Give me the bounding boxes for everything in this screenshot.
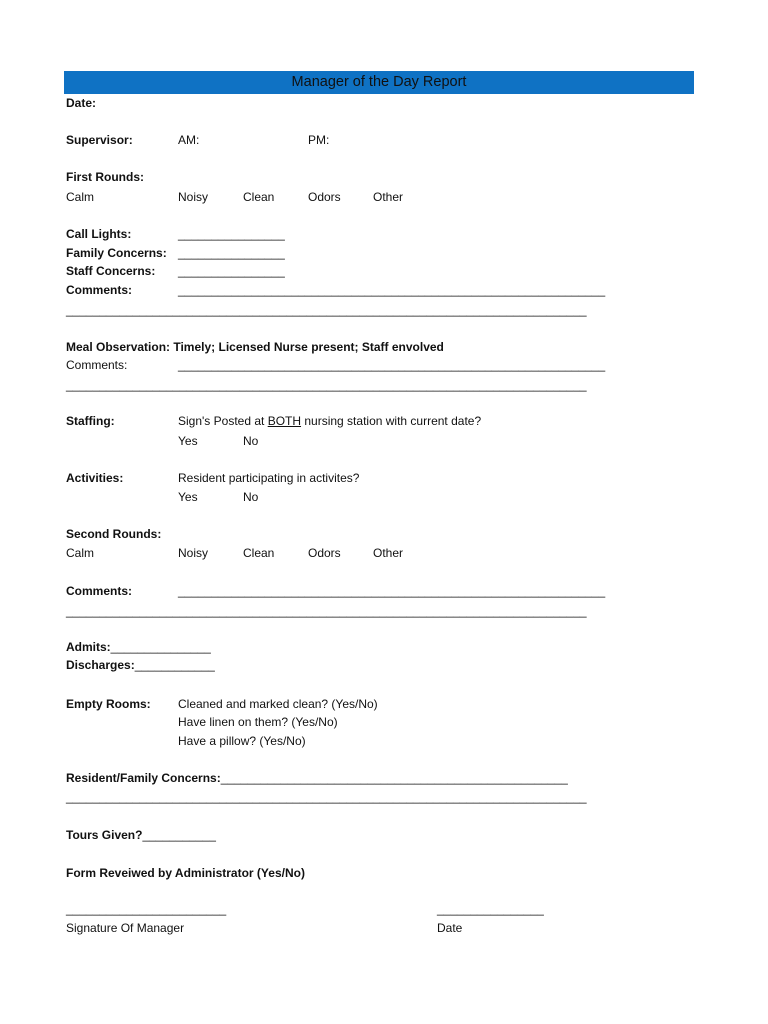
second-rounds-option-other: Other xyxy=(373,546,404,560)
staffing-label: Staffing: xyxy=(66,414,115,428)
date-label: Date: xyxy=(66,96,97,110)
comments-line: ________________________________________________________________ xyxy=(178,283,606,297)
activities-yes: Yes xyxy=(178,490,198,504)
supervisor-pm-label: PM: xyxy=(308,133,330,147)
discharges-field xyxy=(66,657,215,673)
supervisor-am-label: AM: xyxy=(178,133,200,147)
discharges-label: Discharges: xyxy=(66,658,135,672)
family-concerns-label: Family Concerns: xyxy=(66,246,167,260)
date-signature-line: ________________ xyxy=(437,902,544,916)
activities-question: Resident participating in activites? xyxy=(178,471,360,485)
resident-family-concerns-line: ______________________________________________________________________________ xyxy=(66,790,587,804)
tours-given-blank: ___________ xyxy=(142,828,216,842)
form-reviewed-label: Form Reveiwed by Administrator (Yes/No) xyxy=(66,866,305,880)
call-lights-label: Call Lights: xyxy=(66,227,132,241)
first-rounds-label: First Rounds: xyxy=(66,170,144,184)
second-rounds-option-calm: Calm xyxy=(66,546,95,560)
staffing-no: No xyxy=(243,434,259,448)
date-signature-label: Date xyxy=(437,921,463,935)
family-concerns-blank: ________________ xyxy=(178,246,285,260)
admits-blank: _______________ xyxy=(110,640,211,654)
comments-label: Comments: xyxy=(66,584,133,598)
first-rounds-option-clean: Clean xyxy=(243,190,275,204)
second-rounds-option-odors: Odors xyxy=(308,546,341,560)
admits-label: Admits: xyxy=(66,640,111,654)
admits-field xyxy=(66,639,211,655)
signature-label: Signature Of Manager xyxy=(66,921,185,935)
second-rounds-label: Second Rounds: xyxy=(66,527,162,541)
first-rounds-option-calm: Calm xyxy=(66,190,95,204)
staffing-question-emphasis: BOTH xyxy=(267,414,302,428)
second-rounds-option-noisy: Noisy xyxy=(178,546,209,560)
staff-concerns-label: Staff Concerns: xyxy=(66,264,156,278)
supervisor-label: Supervisor: xyxy=(66,133,133,147)
resident-family-concerns-field xyxy=(66,770,568,786)
comments-label: Comments: xyxy=(66,283,133,297)
report-title: Manager of the Day Report xyxy=(64,71,694,94)
signature-line: ________________________ xyxy=(66,902,227,916)
resident-family-concerns-label: Resident/Family Concerns: xyxy=(66,771,221,785)
empty-rooms-item: Have a pillow? (Yes/No) xyxy=(178,734,306,748)
discharges-blank: ____________ xyxy=(134,658,215,672)
second-rounds-option-clean: Clean xyxy=(243,546,275,560)
staff-concerns-blank: ________________ xyxy=(178,264,285,278)
staffing-yes: Yes xyxy=(178,434,198,448)
first-rounds-option-odors: Odors xyxy=(308,190,341,204)
meal-comments-line: ________________________________________________________________ xyxy=(178,358,606,372)
staffing-question-pre: Sign's Posted at xyxy=(178,414,268,428)
comments-line: ________________________________________________________________ xyxy=(178,584,606,598)
meal-observation-label: Meal Observation: Timely; Licensed Nurse present; Staff envolved xyxy=(66,340,444,354)
empty-rooms-item: Cleaned and marked clean? (Yes/No) xyxy=(178,697,378,711)
activities-no: No xyxy=(243,490,259,504)
resident-family-concerns-line: ____________________________________________________ xyxy=(220,771,568,785)
staffing-question-post: nursing station with current date? xyxy=(301,414,482,428)
comments-line: ______________________________________________________________________________ xyxy=(66,303,587,317)
meal-comments-line: ______________________________________________________________________________ xyxy=(66,378,587,392)
comments-line: ______________________________________________________________________________ xyxy=(66,604,587,618)
tours-given-field xyxy=(66,827,216,843)
staffing-question xyxy=(178,413,481,429)
meal-comments-label: Comments: xyxy=(66,358,128,372)
first-rounds-option-noisy: Noisy xyxy=(178,190,209,204)
tours-given-label: Tours Given? xyxy=(66,828,143,842)
empty-rooms-label: Empty Rooms: xyxy=(66,697,151,711)
first-rounds-option-other: Other xyxy=(373,190,404,204)
empty-rooms-item: Have linen on them? (Yes/No) xyxy=(178,715,338,729)
call-lights-blank: ________________ xyxy=(178,227,285,241)
activities-label: Activities: xyxy=(66,471,124,485)
